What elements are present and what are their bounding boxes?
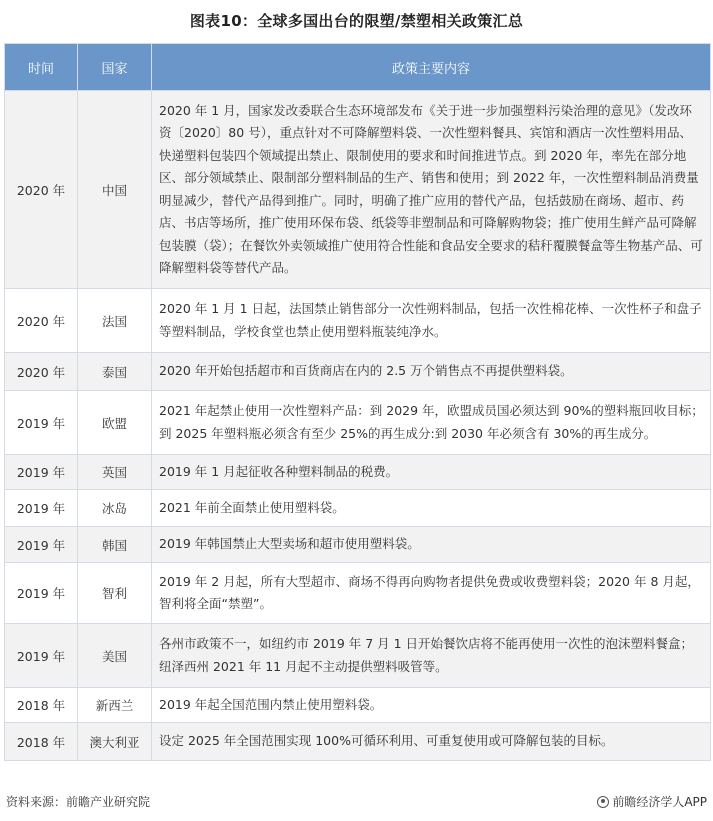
cell-country: 英国 (78, 455, 152, 490)
table-row (5, 688, 711, 723)
brand-credit (597, 793, 707, 810)
header-time: 时间 (5, 44, 78, 91)
cell-time: 2018 年 (5, 688, 78, 723)
cell-country: 澳大利亚 (78, 723, 152, 761)
cell-time: 2020 年 (5, 353, 78, 391)
cell-time: 2018 年 (5, 723, 78, 761)
cell-country: 新西兰 (78, 688, 152, 723)
cell-time: 2020 年 (5, 289, 78, 353)
cell-content: 设定 2025 年全国范围实现 100%可循环利用、可重复使用或可降解包装的目标。 (152, 723, 711, 761)
cell-content: 2019 年 1 月起征收各种塑料制品的税费。 (152, 455, 711, 490)
cell-time: 2020 年 (5, 91, 78, 289)
cell-time: 2019 年 (5, 624, 78, 688)
cell-country: 韩国 (78, 527, 152, 563)
header-content: 政策主要内容 (152, 44, 711, 91)
cell-country: 法国 (78, 289, 152, 353)
figure-title: 图表10：全球多国出台的限塑/禁塑相关政策汇总 (189, 12, 524, 30)
brand-name: 前瞻经济学人APP (612, 795, 707, 809)
cell-country: 冰岛 (78, 490, 152, 527)
table-row (5, 723, 711, 761)
table-row (5, 624, 711, 688)
cell-time: 2019 年 (5, 527, 78, 563)
cell-time: 2019 年 (5, 563, 78, 624)
source-note: 资料来源：前瞻产业研究院 (6, 795, 151, 809)
table-row (5, 563, 711, 624)
header-country: 国家 (78, 44, 152, 91)
cell-time: 2019 年 (5, 455, 78, 490)
cell-country: 美国 (78, 624, 152, 688)
cell-content: 各州市政策不一，如纽约市 2019 年 7 月 1 日开始餐饮店将不能再使用一次性的泡沫塑料餐盒；纽泽西州 2021 年 11 月起不主动提供塑料吸管等。 (152, 624, 711, 688)
cell-content: 2021 年起禁止使用一次性塑料产品：到 2029 年，欧盟成员国必须达到 90%的塑料瓶回收目标；到 2025 年塑料瓶必须含有至少 25%的再生成分:到 2030 年必须含有 30%的再生成分。 (152, 391, 711, 455)
policy-table (4, 43, 711, 761)
cell-content: 2020 年 1 月 1 日起，法国禁止销售部分一次性朔料制品，包括一次性棉花棒、一次性杯子和盘子等塑料制品，学校食堂也禁止使用塑料瓶装纯净水。 (152, 289, 711, 353)
cell-content: 2021 年前全面禁止使用塑料袋。 (152, 490, 711, 527)
table-row (5, 455, 711, 490)
table-row (5, 289, 711, 353)
cell-time: 2019 年 (5, 490, 78, 527)
table-row (5, 391, 711, 455)
cell-country: 欧盟 (78, 391, 152, 455)
cell-content: 2020 年 1 月，国家发改委联合生态环境部发布《关于进一步加强塑料污染治理的意见》（发改环资〔2020〕80 号），重点针对不可降解塑料袋、一次性塑料餐具、宾馆和酒店一次性塑料用品、快递塑料包装四个领域提出禁止、限制使用的要求和时间推进节点。到 2020 年，率先在部分地区、部分领域禁止、限制部分塑料制品的生产、销售和使用；到 2022 年，一次性塑料制品消费量明显减少，替代产品得到推广。同时，明确了推广应用的替代产品，包括鼓励在商场、超市、药店、书店等场所，推广使用环保布袋、纸袋等非塑制品和可降解购物袋；推广使用生鲜产品可降解包装膜（袋）；在餐饮外卖领域推广使用符合性能和食品安全要求的秸秆覆膜餐盒等生物基产品、可降解塑料袋等替代产品。 (152, 91, 711, 289)
cell-content: 2020 年开始包括超市和百货商店在内的 2.5 万个销售点不再提供塑料袋。 (152, 353, 711, 391)
table-header-row (5, 44, 711, 91)
cell-content: 2019 年起全国范围内禁止使用塑料袋。 (152, 688, 711, 723)
cell-country: 智利 (78, 563, 152, 624)
brand-logo-icon (597, 796, 609, 808)
cell-content: 2019 年韩国禁止大型卖场和超市使用塑料袋。 (152, 527, 711, 563)
cell-country: 中国 (78, 91, 152, 289)
table-row (5, 490, 711, 527)
table-row (5, 353, 711, 391)
cell-content: 2019 年 2 月起，所有大型超市、商场不得再向购物者提供免费或收费塑料袋；2020 年 8 月起，智利将全面“禁塑”。 (152, 563, 711, 624)
table-row (5, 91, 711, 289)
cell-time: 2019 年 (5, 391, 78, 455)
table-row (5, 527, 711, 563)
cell-country: 泰国 (78, 353, 152, 391)
